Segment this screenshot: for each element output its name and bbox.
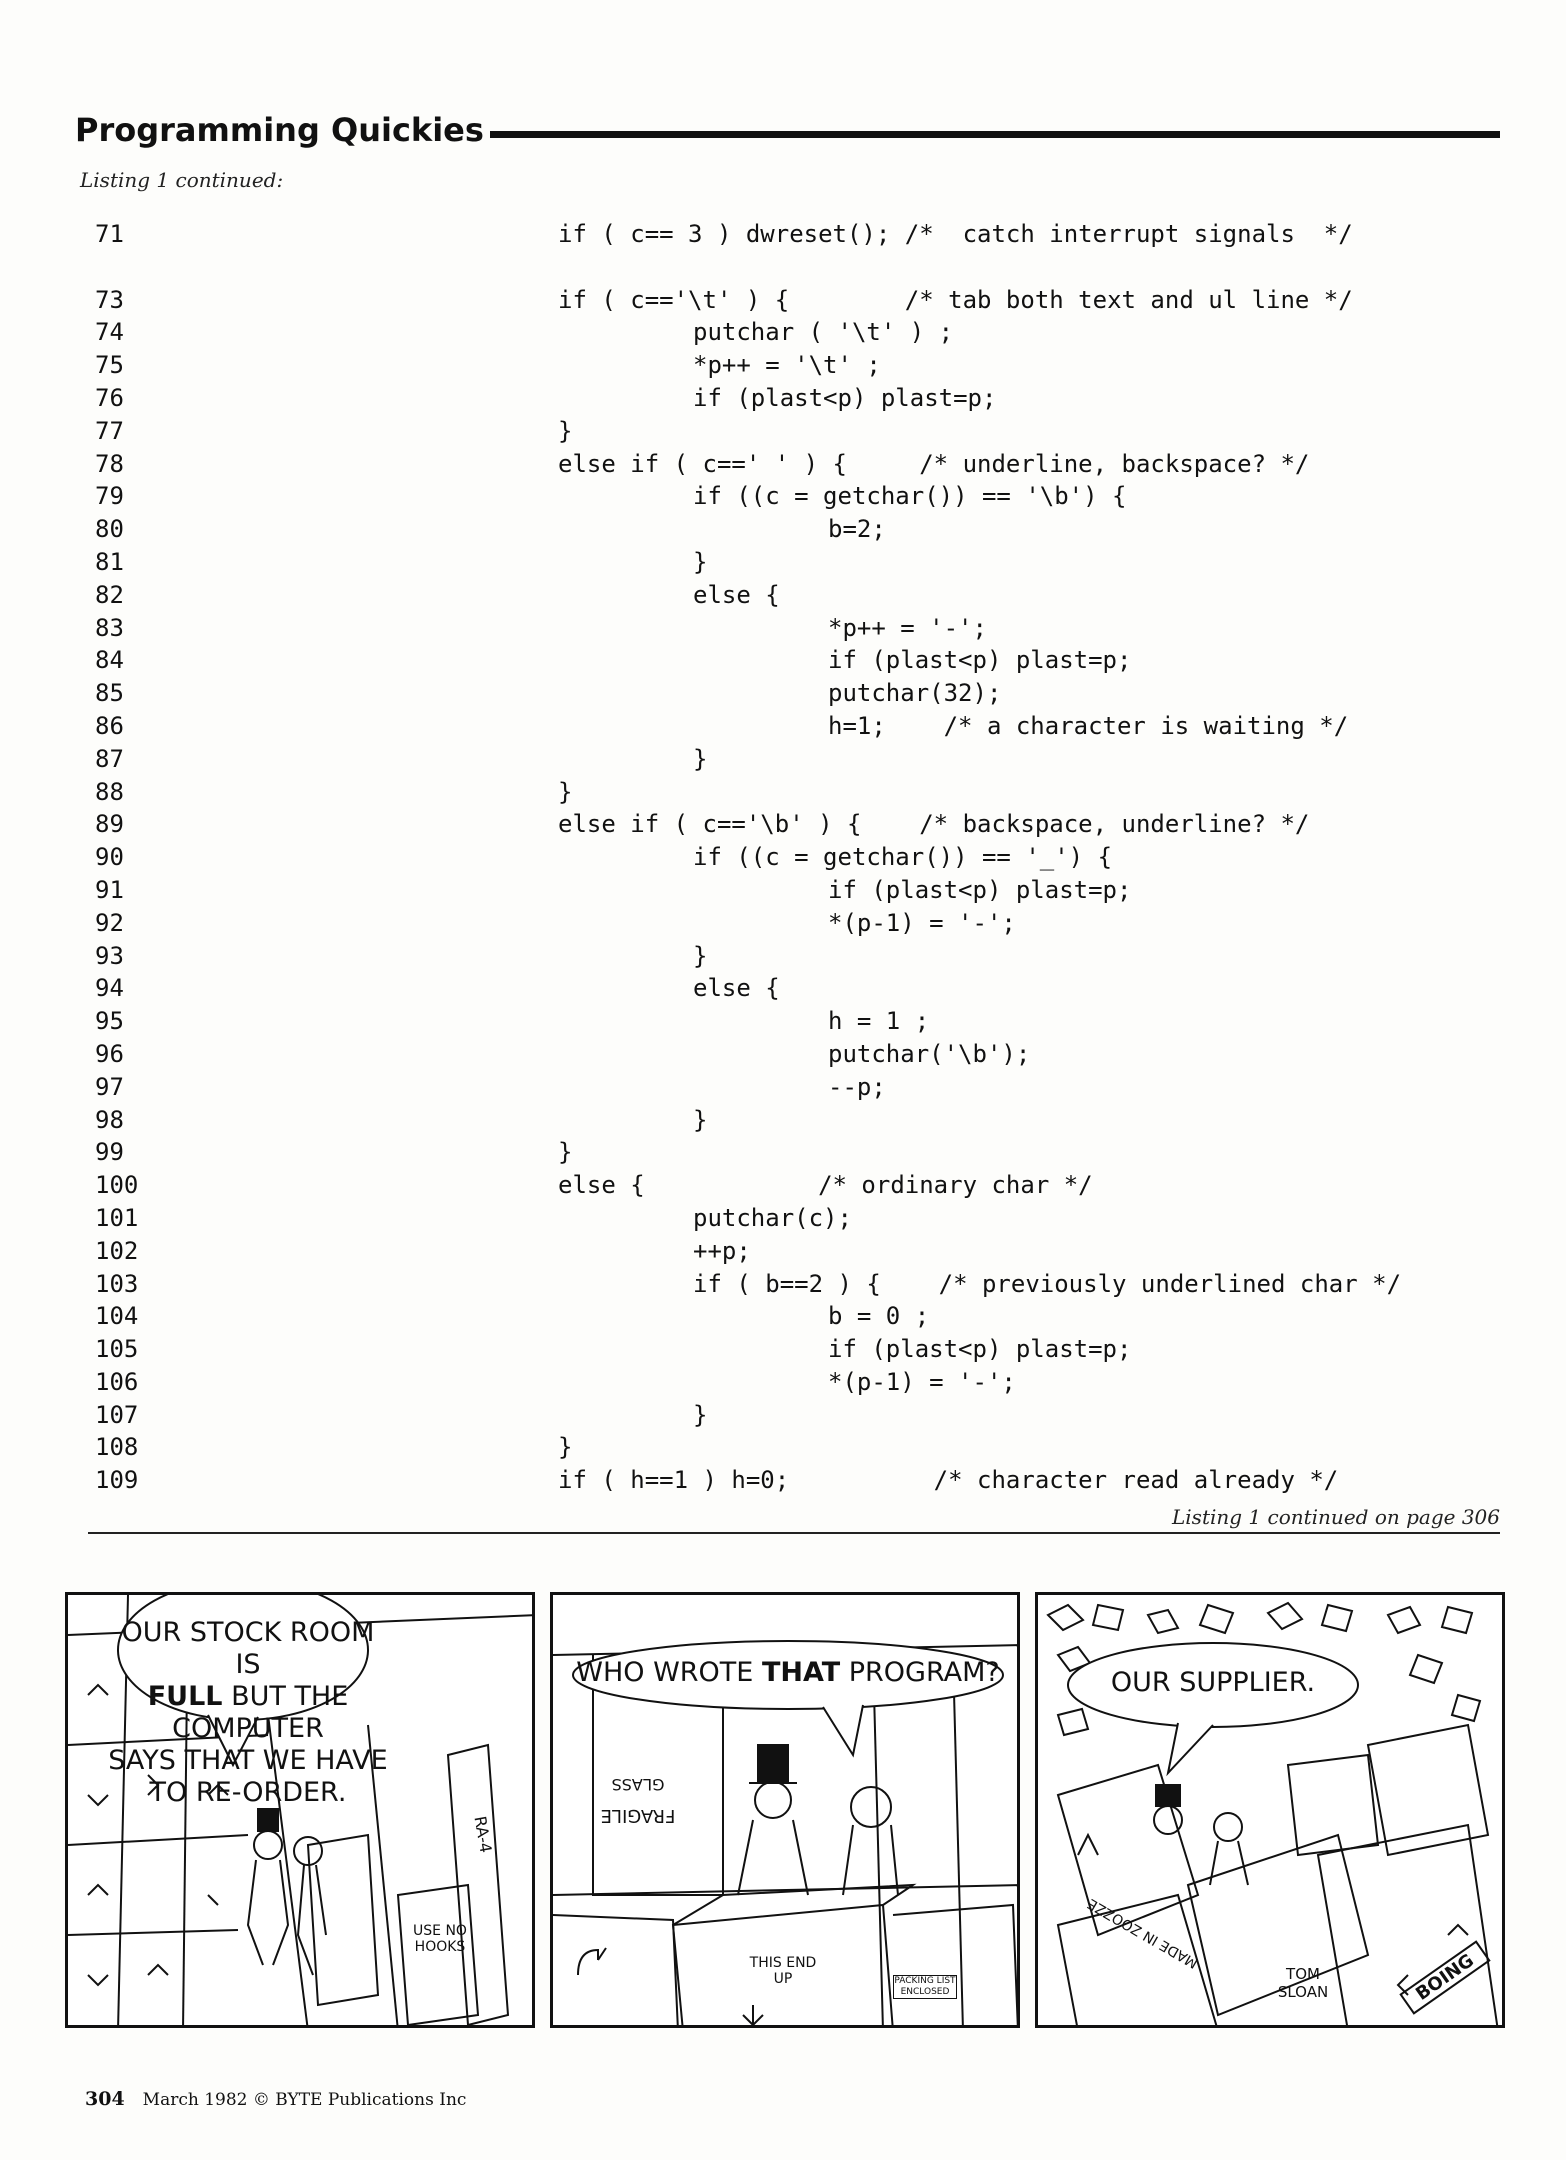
- line-number: 79: [95, 482, 124, 511]
- code-text: *(p-1) = '-';: [828, 908, 1016, 937]
- code-line: [85, 284, 1505, 317]
- line-number: 92: [95, 908, 124, 937]
- code-line: [85, 743, 1505, 776]
- line-number: 84: [95, 646, 124, 675]
- line-number: 106: [95, 1367, 139, 1396]
- code-text: else { /* ordinary char */: [558, 1171, 1093, 1200]
- code-text: putchar ( '\t' ) ;: [693, 318, 954, 347]
- line-number: 93: [95, 941, 124, 970]
- code-text: else if ( c==' ' ) { /* underline, backspace? */: [558, 449, 1310, 478]
- code-line: [85, 644, 1505, 677]
- line-number: 78: [95, 449, 124, 478]
- line-number: 96: [95, 1039, 124, 1068]
- panel-1-speech-bubble: OUR STOCK ROOM IS FULL BUT THE COMPUTER SAYS THAT WE HAVE TO RE-ORDER.: [108, 1617, 388, 1808]
- code-line: [85, 1366, 1505, 1399]
- line-number: 80: [95, 515, 124, 544]
- line-number: 98: [95, 1105, 124, 1134]
- line-number: 71: [95, 220, 124, 248]
- line-number: 102: [95, 1236, 139, 1265]
- panel-2-box-label-glass: GLASS: [611, 1775, 665, 1794]
- code-line: [85, 1202, 1505, 1235]
- code-line: [85, 1300, 1505, 1333]
- line-number: 77: [95, 416, 124, 445]
- page-header: [75, 108, 1500, 152]
- code-line: [85, 1268, 1505, 1301]
- code-line: [85, 1235, 1505, 1268]
- code-text: }: [558, 777, 573, 806]
- panel-3-speech-bubble: OUR SUPPLIER.: [1110, 1667, 1316, 1698]
- line-number: 74: [95, 318, 124, 347]
- code-line: [85, 218, 1505, 251]
- line-number: 94: [95, 974, 124, 1003]
- code-line: [85, 1333, 1505, 1366]
- code-line: [85, 874, 1505, 907]
- section-title: Programming Quickies: [75, 108, 490, 152]
- panel-1-box-label-hooks: USE NO HOOKS: [413, 1923, 467, 1955]
- code-line: [85, 382, 1505, 415]
- listing-bottom-rule: [88, 1532, 1500, 1534]
- code-line: [85, 1071, 1505, 1104]
- line-number: 109: [95, 1466, 139, 1495]
- code-text: }: [693, 1400, 708, 1429]
- panel-3-stamp: BOING: [1399, 1940, 1490, 2014]
- listing-continued-note: Listing 1 continued on page 306: [1172, 1505, 1500, 1529]
- line-number: 82: [95, 580, 124, 609]
- code-text: if (plast<p) plast=p;: [828, 646, 1132, 675]
- code-line: [85, 710, 1505, 743]
- line-number: 75: [95, 351, 124, 380]
- code-line: [85, 349, 1505, 382]
- code-line: [85, 972, 1505, 1005]
- code-line: [85, 513, 1505, 546]
- code-text: }: [558, 1433, 573, 1462]
- panel-2-speech-bubble: WHO WROTE THAT PROGRAM?: [576, 1657, 1000, 1688]
- comic-panel-3: [1035, 1592, 1505, 2028]
- code-text: }: [558, 416, 573, 445]
- code-text: *p++ = '-';: [828, 613, 987, 642]
- code-text: putchar(32);: [828, 679, 1002, 708]
- line-number: 83: [95, 613, 124, 642]
- code-line: [85, 579, 1505, 612]
- page-footer: [85, 2088, 466, 2110]
- code-line: [85, 415, 1505, 448]
- code-line: [85, 776, 1505, 809]
- code-text: if (plast<p) plast=p;: [693, 383, 997, 412]
- line-number: 90: [95, 843, 124, 872]
- line-number: 76: [95, 383, 124, 412]
- code-text: if ( b==2 ) { /* previously underlined char */: [693, 1269, 1402, 1298]
- line-number: 89: [95, 810, 124, 839]
- line-number: 86: [95, 711, 124, 740]
- code-text: *(p-1) = '-';: [828, 1367, 1016, 1396]
- panel-2-packing-list-label: PACKING LIST ENCLOSED: [894, 1976, 956, 1997]
- code-text: if (plast<p) plast=p;: [828, 875, 1132, 904]
- code-line: [85, 316, 1505, 349]
- code-line: [85, 1005, 1505, 1038]
- line-number: 103: [95, 1269, 139, 1298]
- code-line: [85, 448, 1505, 481]
- code-line: [85, 546, 1505, 579]
- line-number: 88: [95, 777, 124, 806]
- code-text: h=1; /* a character is waiting */: [828, 711, 1349, 740]
- code-text: else {: [693, 580, 780, 609]
- code-listing: [85, 218, 1505, 1497]
- listing-label: Listing 1 continued:: [80, 168, 284, 192]
- code-text: --p;: [828, 1072, 886, 1101]
- code-line: [85, 1169, 1505, 1202]
- line-number: 97: [95, 1072, 124, 1101]
- code-text: if ((c = getchar()) == '_') {: [693, 843, 1113, 872]
- code-text: }: [693, 744, 708, 773]
- code-line: [85, 480, 1505, 513]
- comic-panel-2: [550, 1592, 1020, 2028]
- code-text: if ( c== 3 ) dwreset(); /* catch interrupt signals */: [558, 220, 1353, 248]
- panel-1-box-label-ra4: RA-4: [470, 1814, 496, 1855]
- code-text: else {: [693, 974, 780, 1003]
- line-number: 104: [95, 1302, 139, 1331]
- code-text: }: [693, 547, 708, 576]
- code-text: if ( c=='\t' ) { /* tab both text and ul line */: [558, 285, 1353, 314]
- code-line: [85, 841, 1505, 874]
- panel-3-box-label-made-in: MADE IN ZOOZZE: [1085, 1894, 1201, 1972]
- code-text: b=2;: [828, 515, 886, 544]
- line-number: 107: [95, 1400, 139, 1429]
- code-text: if ( h==1 ) h=0; /* character read already */: [558, 1466, 1339, 1495]
- code-line: [85, 907, 1505, 940]
- line-number: 100: [95, 1171, 139, 1200]
- code-text: b = 0 ;: [828, 1302, 930, 1331]
- page-number: 304: [85, 2088, 125, 2110]
- code-line: [85, 1431, 1505, 1464]
- line-number: 105: [95, 1335, 139, 1364]
- code-text: }: [693, 941, 708, 970]
- line-number: 91: [95, 875, 124, 904]
- code-text: else if ( c=='\b' ) { /* backspace, underline? */: [558, 810, 1310, 839]
- line-number: 85: [95, 679, 124, 708]
- code-line: [85, 1038, 1505, 1071]
- line-number: 108: [95, 1433, 139, 1462]
- code-line: [85, 1399, 1505, 1432]
- publication-info: March 1982 © BYTE Publications Inc: [142, 2090, 467, 2110]
- code-line: [85, 1136, 1505, 1169]
- code-text: }: [693, 1105, 708, 1134]
- code-text: putchar('\b');: [828, 1039, 1031, 1068]
- code-text: if ((c = getchar()) == '\b') {: [693, 482, 1127, 511]
- code-line: [85, 251, 1505, 284]
- panel-2-box-label-this-end-up: THIS END UP: [749, 1955, 817, 1987]
- panel-2-box-label-fragile: FRAGILE: [600, 1805, 676, 1826]
- line-number: 73: [95, 285, 124, 314]
- comic-strip: [65, 1592, 1505, 2032]
- code-text: putchar(c);: [693, 1203, 852, 1232]
- code-line: [85, 1104, 1505, 1137]
- code-text: ++p;: [693, 1236, 751, 1265]
- line-number: 101: [95, 1203, 139, 1232]
- code-line: [85, 612, 1505, 645]
- panel-3-drawing: [1038, 1595, 1505, 2028]
- line-number: 99: [95, 1138, 124, 1167]
- line-number: 87: [95, 744, 124, 773]
- code-line: [85, 808, 1505, 841]
- code-line: [85, 677, 1505, 710]
- code-line: [85, 940, 1505, 973]
- code-text: }: [558, 1138, 573, 1167]
- code-text: *p++ = '\t' ;: [693, 351, 881, 380]
- line-number: 81: [95, 547, 124, 576]
- code-line: [85, 1464, 1505, 1497]
- cartoonist-signature: TOM SLOAN: [1277, 1965, 1329, 2001]
- comic-panel-1: [65, 1592, 535, 2028]
- code-text: h = 1 ;: [828, 1007, 930, 1036]
- line-number: 95: [95, 1007, 124, 1036]
- code-text: if (plast<p) plast=p;: [828, 1335, 1132, 1364]
